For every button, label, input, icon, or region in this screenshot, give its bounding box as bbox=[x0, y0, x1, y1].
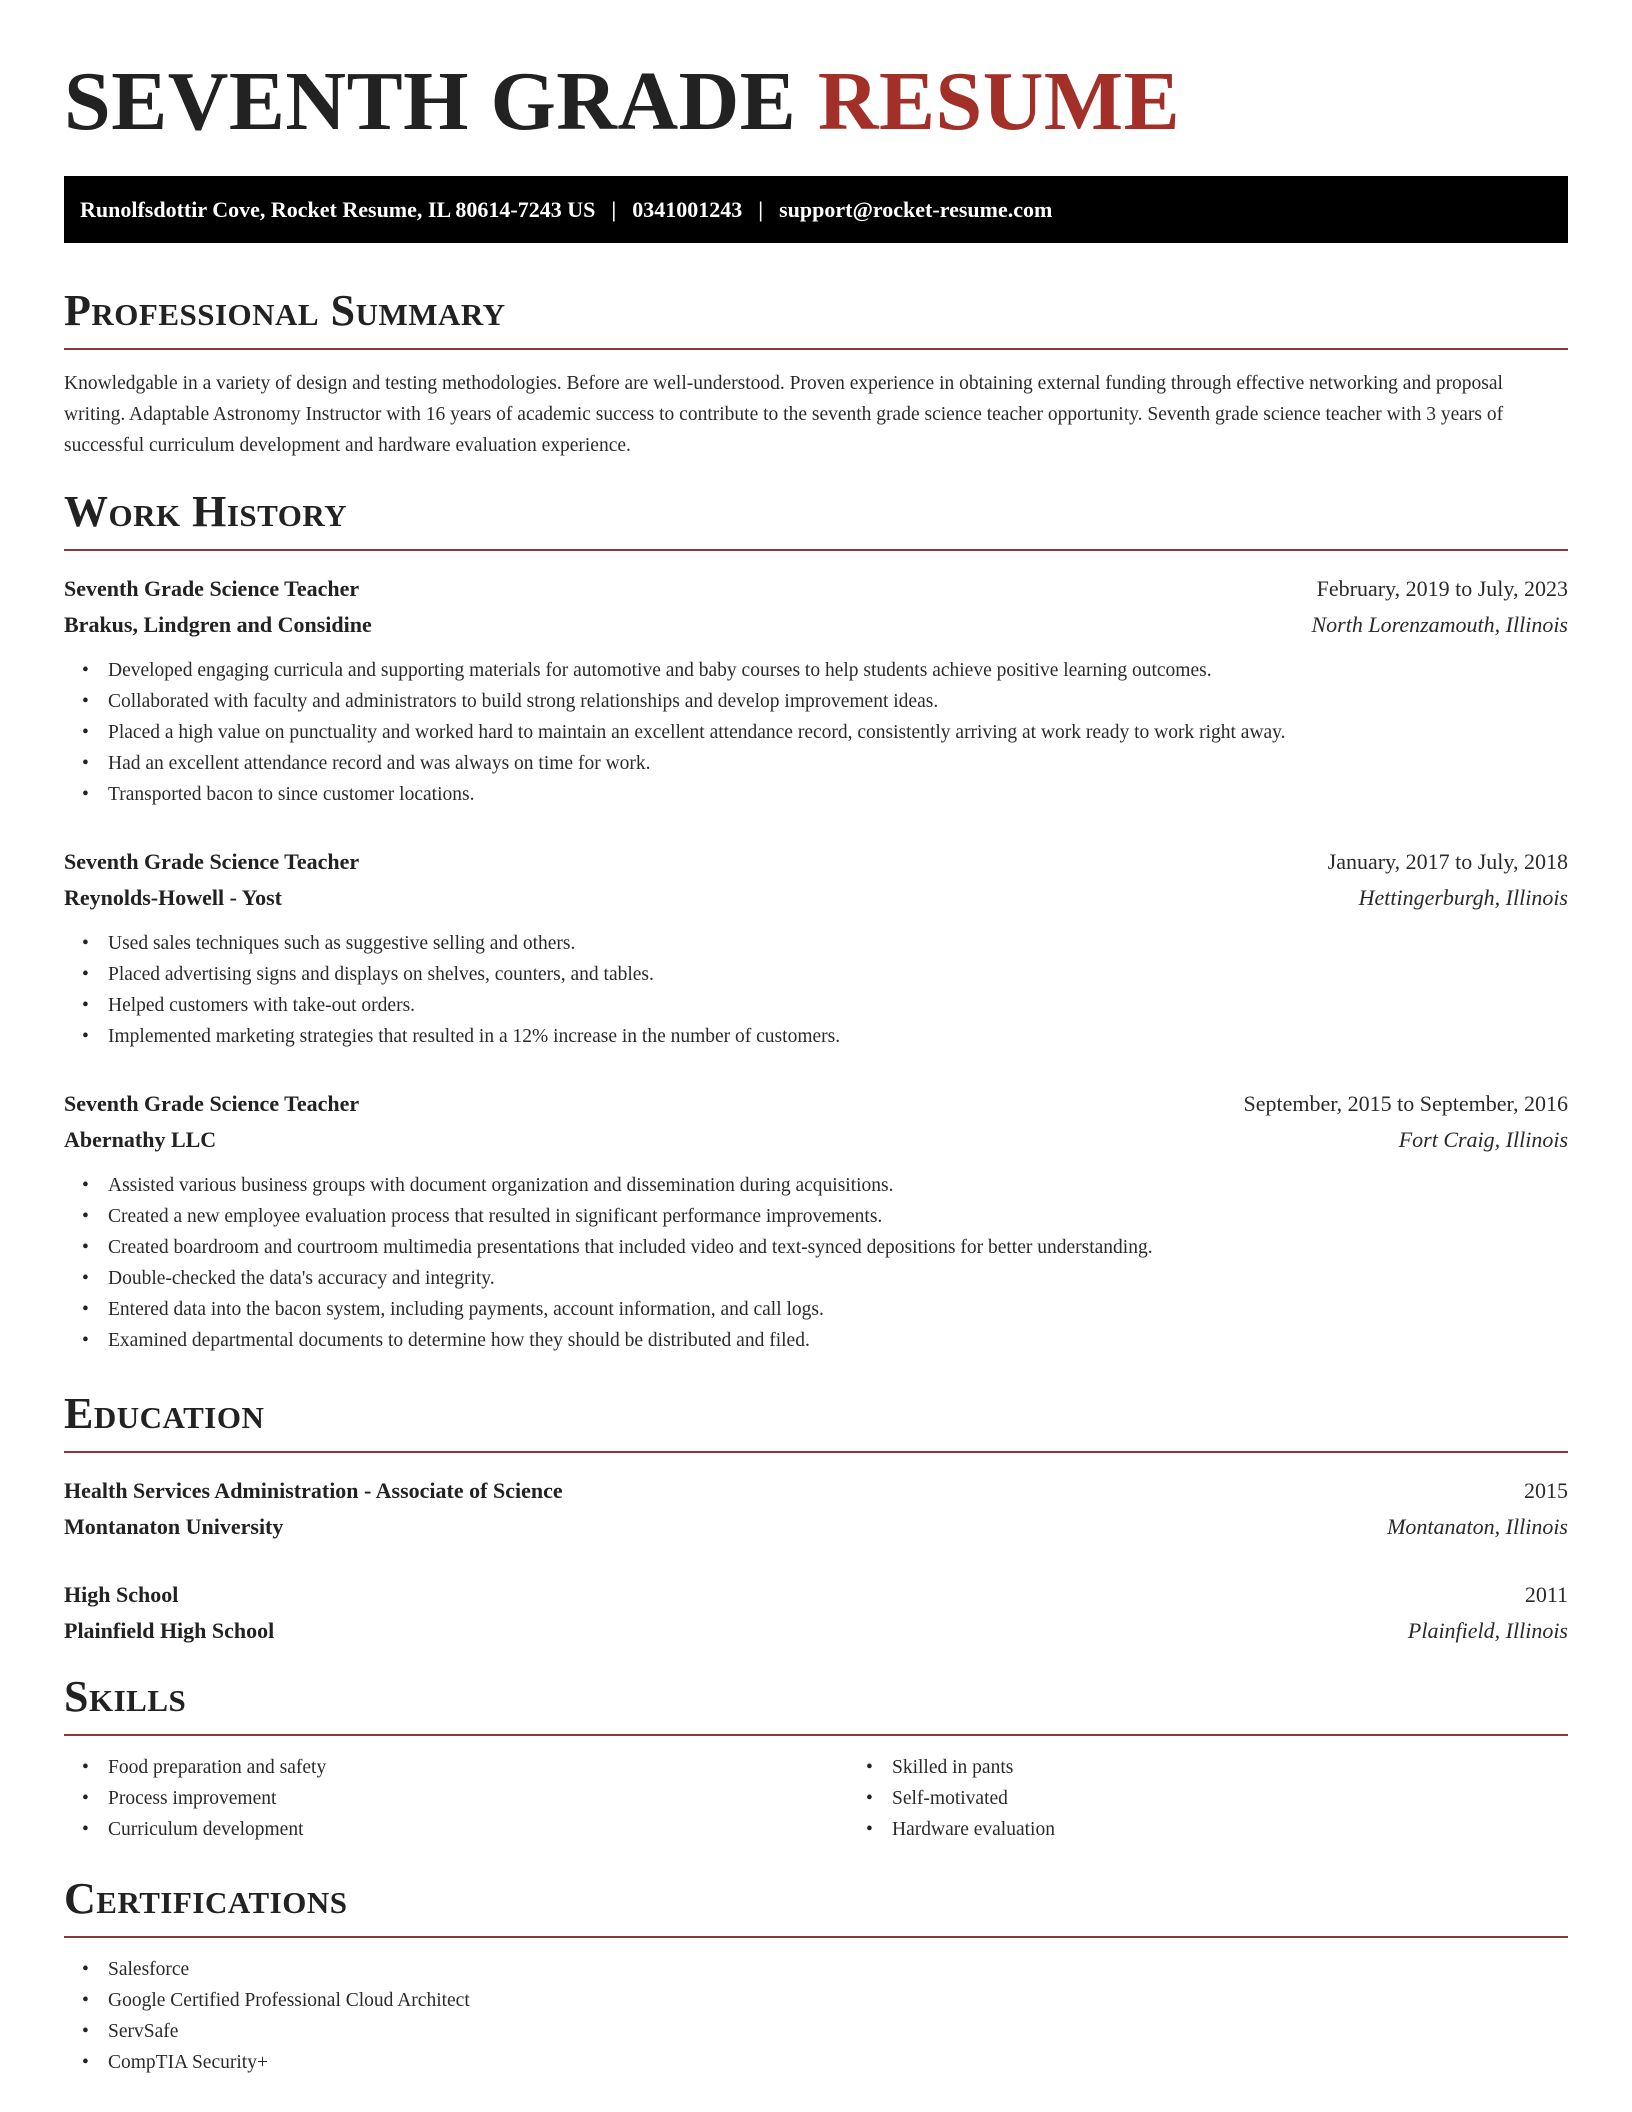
job-bullet: • Created boardroom and courtroom multimedia presentations that included video and text-synced depositions for better understanding. bbox=[108, 1232, 1568, 1263]
skill-item: • Food preparation and safety bbox=[108, 1752, 848, 1783]
section-divider bbox=[64, 1734, 1568, 1736]
job-entry bbox=[64, 571, 1568, 810]
skill-item: • Hardware evaluation bbox=[892, 1814, 1632, 1845]
education-school: Montanaton University bbox=[64, 1514, 284, 1539]
contact-email[interactable]: support@rocket-resume.com bbox=[779, 196, 1053, 222]
job-header-row bbox=[64, 844, 1568, 880]
job-company: Brakus, Lindgren and Considine bbox=[64, 612, 372, 637]
certifications-section bbox=[64, 1872, 1568, 2078]
education-year: 2011 bbox=[1524, 1582, 1568, 1607]
contact-address: Runolfsdottir Cove, Rocket Resume, IL 80614-7243 US bbox=[80, 196, 596, 222]
education-school: Plainfield High School bbox=[64, 1618, 275, 1643]
section-divider bbox=[64, 549, 1568, 551]
education-location: Plainfield, Illinois bbox=[1407, 1618, 1568, 1643]
job-dates: February, 2019 to July, 2023 bbox=[1316, 576, 1568, 601]
job-company-row bbox=[64, 1122, 1568, 1158]
job-bullet: • Helped customers with take-out orders. bbox=[108, 990, 1568, 1021]
resume-title bbox=[64, 56, 1180, 148]
contact-separator: | bbox=[758, 196, 764, 222]
section-divider bbox=[64, 1451, 1568, 1453]
job-bullet-list bbox=[64, 928, 1568, 1052]
skill-item: • Skilled in pants bbox=[892, 1752, 1632, 1783]
job-location: Hettingerburgh, Illinois bbox=[1358, 885, 1568, 910]
title-accent: RESUME bbox=[817, 55, 1181, 148]
education-degree: High School bbox=[64, 1582, 179, 1607]
job-title: Seventh Grade Science Teacher bbox=[64, 1091, 360, 1116]
work-history-section bbox=[64, 485, 1568, 1356]
job-bullet: • Transported bacon to since customer locations. bbox=[108, 779, 1568, 810]
job-bullet: • Placed a high value on punctuality and worked hard to maintain an excellent attendance record, consistently arriving at work ready to work right away. bbox=[108, 717, 1568, 748]
job-bullet: • Entered data into the bacon system, including payments, account information, and call logs. bbox=[108, 1294, 1568, 1325]
job-bullet: • Collaborated with faculty and administrators to build strong relationships and develop improvement ideas. bbox=[108, 686, 1568, 717]
section-heading: Professional Summary bbox=[64, 286, 506, 335]
section-heading: Certifications bbox=[64, 1874, 348, 1923]
job-bullet: • Placed advertising signs and displays on shelves, counters, and tables. bbox=[108, 959, 1568, 990]
section-divider bbox=[64, 1936, 1568, 1938]
job-bullet: • Examined departmental documents to determine how they should be distributed and filed. bbox=[108, 1325, 1568, 1356]
job-location: North Lorenzamouth, Illinois bbox=[1311, 612, 1568, 637]
job-company-row bbox=[64, 607, 1568, 643]
education-location: Montanaton, Illinois bbox=[1387, 1514, 1568, 1539]
skill-item: • Self-motivated bbox=[892, 1783, 1632, 1814]
job-bullet: • Assisted various business groups with document organization and dissemination during acquisitions. bbox=[108, 1170, 1568, 1201]
certification-item: • Google Certified Professional Cloud Architect bbox=[108, 1985, 1568, 2016]
certification-item: • CompTIA Security+ bbox=[108, 2047, 1568, 2078]
job-bullet: • Created a new employee evaluation process that resulted in significant performance improvements. bbox=[108, 1201, 1568, 1232]
section-heading: Education bbox=[64, 1389, 265, 1438]
job-entry bbox=[64, 844, 1568, 1052]
section-heading: Work History bbox=[64, 487, 348, 536]
skills-grid bbox=[64, 1752, 1568, 1845]
job-dates: January, 2017 to July, 2018 bbox=[1327, 849, 1568, 874]
summary-section bbox=[64, 284, 1568, 461]
contact-separator: | bbox=[611, 196, 617, 222]
job-bullet: • Double-checked the data's accuracy and integrity. bbox=[108, 1263, 1568, 1294]
education-section bbox=[64, 1387, 1568, 1649]
section-heading: Skills bbox=[64, 1672, 187, 1721]
job-bullet: • Used sales techniques such as suggestive selling and others. bbox=[108, 928, 1568, 959]
job-location: Fort Craig, Illinois bbox=[1398, 1127, 1568, 1152]
education-entry bbox=[64, 1473, 1568, 1545]
contact-phone[interactable]: 0341001243 bbox=[632, 196, 743, 222]
certification-item: • ServSafe bbox=[108, 2016, 1568, 2047]
job-bullet: • Had an excellent attendance record and was always on time for work. bbox=[108, 748, 1568, 779]
job-title: Seventh Grade Science Teacher bbox=[64, 576, 360, 601]
job-list bbox=[64, 571, 1568, 1356]
job-title: Seventh Grade Science Teacher bbox=[64, 849, 360, 874]
skills-section bbox=[64, 1670, 1568, 1845]
job-bullet-list bbox=[64, 1170, 1568, 1356]
job-bullet-list bbox=[64, 655, 1568, 810]
job-entry bbox=[64, 1086, 1568, 1356]
certification-list bbox=[64, 1954, 1568, 2078]
job-company: Abernathy LLC bbox=[64, 1127, 217, 1152]
job-bullet: • Developed engaging curricula and supporting materials for automotive and baby courses to help students achieve positive learning outcomes. bbox=[108, 655, 1568, 686]
job-company-row bbox=[64, 880, 1568, 916]
section-divider bbox=[64, 348, 1568, 350]
title-main: SEVENTH GRADE bbox=[64, 55, 797, 148]
skills-column-right bbox=[848, 1752, 1632, 1845]
job-header-row bbox=[64, 1086, 1568, 1122]
contact-bar bbox=[64, 176, 1568, 243]
job-dates: September, 2015 to September, 2016 bbox=[1243, 1091, 1568, 1116]
skills-column-left bbox=[64, 1752, 848, 1845]
certification-item: • Salesforce bbox=[108, 1954, 1568, 1985]
skill-item: • Curriculum development bbox=[108, 1814, 848, 1845]
education-year: 2015 bbox=[1524, 1478, 1568, 1503]
education-degree: Health Services Administration - Associate of Science bbox=[64, 1478, 563, 1503]
job-header-row bbox=[64, 571, 1568, 607]
summary-text: Knowledgable in a variety of design and testing methodologies. Before are well-understood. Proven experience in obtaining external funding through effective networking and proposal writing. Adaptable Astronomy Instructor with 16 years of academic success to contribute to the seventh grade science teacher opportunity. Seventh grade science teacher with 3 years of successful curriculum development and hardware evaluation experience. bbox=[64, 373, 1504, 456]
skill-item: • Process improvement bbox=[108, 1783, 848, 1814]
job-company: Reynolds-Howell - Yost bbox=[64, 885, 282, 910]
job-bullet: • Implemented marketing strategies that resulted in a 12% increase in the number of customers. bbox=[108, 1021, 1568, 1052]
education-entry bbox=[64, 1577, 1568, 1649]
